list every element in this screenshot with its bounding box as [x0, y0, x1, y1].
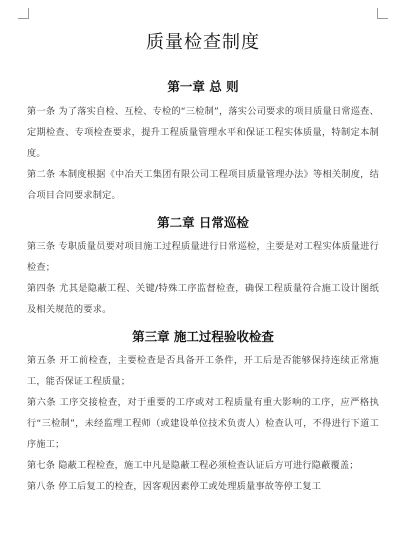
- article-paragraph: 第四条 尤其是隐蔽工程、关键/特殊工序监督检查，确保工程质量符合施工设计图纸及相关规范的要求。: [27, 283, 379, 315]
- chapter-heading: 第二章 日常巡检: [157, 215, 249, 230]
- document-body: [27, 24, 379, 497]
- chapter-3: [27, 328, 379, 497]
- article-paragraph: 第八条 停工后复工的检查，因客观因素停工或处理质量事故等停工复工: [27, 481, 322, 492]
- article-paragraph: 第六条 工序交接检查，对于重要的工序或对工程质量有重大影响的工序，应严格执行“三检制”，未经监理工程师（或建设单位技术负责人）检查认可，不得进行下道工序施工；: [27, 397, 379, 450]
- article-paragraph: 第三条 专职质量员要对项目施工过程质量进行日常巡检，主要是对工程实体质量进行检查；: [27, 241, 379, 273]
- document-title: 质量检查制度: [146, 32, 260, 53]
- chapter-2: [27, 214, 379, 320]
- chapter-heading: 第三章 施工过程验收检查: [132, 329, 274, 344]
- page-corner-mark-right: [377, 8, 388, 19]
- page-corner-mark-left: [18, 8, 29, 19]
- article-paragraph: 第五条 开工前检查，主要检查是否具备开工条件，开工后是否能够保持连续正常施工，能否保证工程质量；: [27, 355, 379, 387]
- article-paragraph: 第一条 为了落实自检、互检、专检的“三检制”，落实公司要求的项目质量日常巡查、定期检查、专项检查要求，提升工程质量管理水平和保证工程实体质量，特制定本制度。: [27, 106, 379, 159]
- article-paragraph: 第七条 隐蔽工程检查，施工中凡是隐蔽工程必须检查认证后方可进行隐蔽覆盖；: [27, 460, 359, 471]
- article-paragraph: 第二条 本制度根据《中冶天工集团有限公司工程项目质量管理办法》等相关制度，结合项目合同要求制定。: [27, 169, 379, 201]
- chapter-1: [27, 78, 379, 206]
- chapter-heading: 第一章 总 则: [167, 79, 239, 94]
